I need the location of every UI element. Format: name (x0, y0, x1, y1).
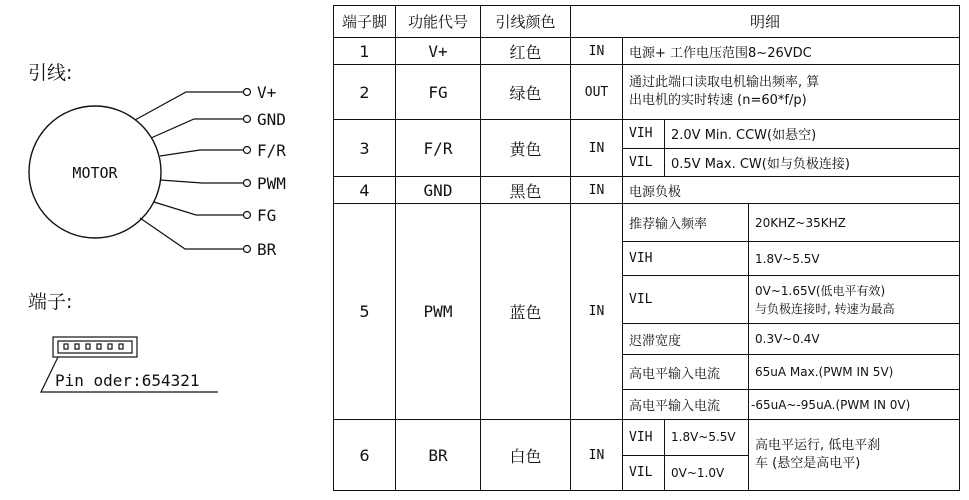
sub-value-cell: 2.0V Min. CCW(如悬空) (665, 120, 960, 149)
direction-cell: IN (571, 120, 623, 177)
code-cell: PWM (396, 204, 481, 420)
header-code: 功能代号 (396, 6, 481, 38)
detail-line: 出电机的实时转速 (n=60*f/p) (629, 93, 807, 109)
color-cell: 黄色 (481, 120, 571, 177)
sub-value-cell: 20KHZ~35KHZ (749, 204, 960, 242)
sub-key-cell: VIH (623, 120, 665, 149)
sub-key-cell: 迟滞宽度 (623, 324, 749, 355)
detail-line: 高电平运行, 低电平刹 (755, 438, 881, 454)
header-pin: 端子脚 (334, 6, 396, 38)
wire-label-pwm: PWM (257, 174, 286, 193)
color-cell: 黑色 (481, 177, 571, 204)
sub-value-cell: 65uA Max.(PWM IN 5V) (749, 355, 960, 390)
header-detail: 明细 (571, 6, 960, 38)
color-cell: 绿色 (481, 65, 571, 120)
color-cell: 蓝色 (481, 204, 571, 420)
sub-key-cell: 高电平输入电流 (623, 355, 749, 390)
wire-terminals (244, 89, 251, 253)
sub-key-cell: 高电平输入电流 (623, 390, 749, 420)
pin-cell: 3 (334, 120, 396, 177)
sub-value-cell: 1.8V~5.5V (665, 420, 749, 455)
sub-value-cell: 0.5V Max. CW(如与负极连接) (665, 148, 960, 177)
wire-label-fg: FG (257, 206, 277, 225)
sub-value-cell: 1.8V~5.5V (749, 242, 960, 276)
detail-cell (623, 65, 960, 120)
code-cell: V+ (396, 37, 481, 64)
terminal-title: 端子: (28, 291, 73, 313)
table-row (334, 177, 960, 204)
wire-label-v-plus: V+ (257, 83, 277, 102)
code-cell: FG (396, 65, 481, 120)
note-cell (749, 420, 960, 491)
motor-label: MOTOR (72, 164, 118, 182)
sub-key-cell: VIH (623, 420, 665, 455)
pin-order-label: Pin oder:654321 (55, 371, 200, 390)
sub-value-cell (749, 276, 960, 324)
direction-cell: OUT (571, 65, 623, 120)
wire-label-gnd: GND (257, 110, 286, 129)
pin-cell: 1 (334, 37, 396, 64)
direction-cell: IN (571, 420, 623, 491)
table-row (334, 420, 960, 455)
code-cell: GND (396, 177, 481, 204)
table-row (334, 204, 960, 242)
table-row (334, 37, 960, 64)
sub-key-cell: 推荐输入频率 (623, 204, 749, 242)
wire-lines (135, 92, 243, 249)
sub-key-cell: VIL (623, 148, 665, 177)
pin-cell: 6 (334, 420, 396, 491)
table-row (334, 65, 960, 120)
code-cell: F/R (396, 120, 481, 177)
pin-cell: 4 (334, 177, 396, 204)
sub-key-cell: VIH (623, 242, 749, 276)
detail-cell: 电源+ 工作电压范围8~26VDC (623, 37, 960, 64)
detail-line: 与负极连接时, 转速为最高 (755, 301, 895, 316)
pin-spec-table (333, 5, 960, 491)
direction-cell: IN (571, 204, 623, 420)
code-cell: BR (396, 420, 481, 491)
pin-cell: 2 (334, 65, 396, 120)
sub-value-cell: 0.3V~0.4V (749, 324, 960, 355)
detail-cell: 电源负极 (623, 177, 960, 204)
sub-value-cell: 0V~1.0V (665, 455, 749, 491)
detail-line: 0V~1.65V(低电平有效) (755, 283, 886, 298)
wiring-diagram (0, 0, 325, 500)
header-color: 引线颜色 (481, 6, 571, 38)
table-header-row (334, 6, 960, 38)
wire-label-br: BR (257, 240, 277, 259)
direction-cell: IN (571, 37, 623, 64)
wire-labels (257, 83, 286, 259)
leads-title: 引线: (28, 62, 73, 84)
table-row (334, 120, 960, 149)
sub-key-cell: VIL (623, 455, 665, 491)
detail-line: 车 (悬空是高电平) (755, 456, 861, 472)
sub-value-cell: -65uA~-95uA.(PWM IN 0V) (749, 390, 960, 420)
sub-key-cell: VIL (623, 276, 749, 324)
color-cell: 白色 (481, 420, 571, 491)
detail-line: 通过此端口读取电机输出频率, 算 (629, 75, 820, 91)
direction-cell: IN (571, 177, 623, 204)
color-cell: 红色 (481, 37, 571, 64)
wire-label-fr: F/R (257, 141, 286, 160)
pin-cell: 5 (334, 204, 396, 420)
